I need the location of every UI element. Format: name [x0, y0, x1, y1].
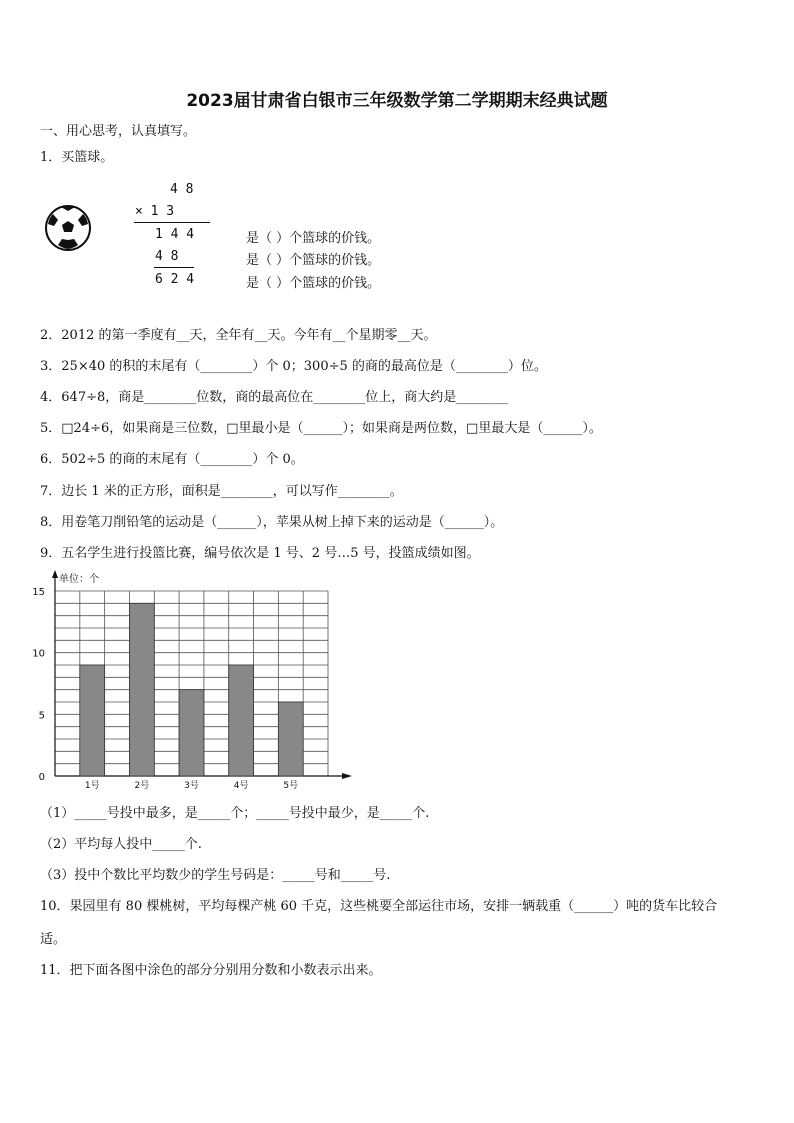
bar-5 [278, 702, 303, 776]
calc-answer-1: 是（ ）个篮球的价钱。 [246, 231, 381, 246]
question-1-label: 1．买篮球。 [40, 150, 114, 165]
y-axis-label: 单位：个 [59, 574, 99, 585]
question-11: 11．把下面各图中涂色的部分分别用分数和小数表示出来。 [40, 963, 382, 978]
x-tick-label: 4号 [233, 781, 249, 791]
y-axis-arrow [52, 570, 58, 578]
question-9-part-1: （1）_____号投中最多，是_____个；_____号投中最少，是_____个. [40, 806, 430, 821]
calc-row-5: 6 2 4 [155, 272, 195, 287]
y-tick-label: 5 [38, 710, 45, 722]
soccer-ball-icon [44, 204, 92, 252]
bar-3 [179, 690, 204, 776]
y-tick-label: 0 [38, 772, 45, 783]
question-2: 2．2012 的第一季度有__天，全年有__天。今年有__个星期零__天。 [40, 328, 437, 343]
question-10-line-2: 适。 [40, 932, 67, 947]
x-axis-arrow [342, 773, 352, 779]
question-9: 9．五名学生进行投篮比赛，编号依次是 1 号、2 号…5 号，投篮成绩如图。 [40, 546, 480, 561]
y-tick-label: 15 [32, 587, 45, 598]
question-6: 6．502÷5 的商的末尾有（________）个 0。 [40, 452, 304, 467]
question-8: 8．用卷笔刀削铅笔的运动是（______），苹果从树上掉下来的运动是（______）。 [40, 515, 504, 530]
question-3: 3．25×40 的积的末尾有（________）个 0；300÷5 的商的最高位是（________）位。 [40, 359, 547, 374]
calc-row-3: 1 4 4 [155, 227, 195, 242]
x-tick-label: 5号 [283, 781, 299, 791]
x-tick-label: 2号 [134, 781, 150, 791]
calc-answer-3: 是（ ）个篮球的价钱。 [246, 276, 381, 291]
calc-answer-2: 是（ ）个篮球的价钱。 [246, 253, 381, 268]
bar-1 [80, 665, 105, 776]
calc-row-1: 4 8 [170, 182, 194, 197]
calc-row-2: × 1 3 [135, 204, 175, 219]
x-tick-label: 3号 [184, 781, 199, 791]
calc-row-4: 4 8 [155, 249, 179, 264]
question-9-part-2: （2）平均每人投中_____个. [40, 837, 202, 852]
question-9-part-3: （3）投中个数比平均数少的学生号码是：_____号和_____号. [40, 868, 391, 883]
section-heading: 一、用心思考，认真填写。 [40, 124, 197, 139]
calc-rule-1 [134, 222, 210, 223]
x-tick-label: 1号 [84, 781, 100, 791]
bar-chart [30, 568, 360, 794]
question-10-line-1: 10．果园里有 80 棵桃树，平均每棵产桃 60 千克，这些桃要全部运往市场，安排一辆载重（______）吨的货车比较合 [40, 899, 718, 914]
question-7: 7．边长 1 米的正方形，面积是________，可以写作________。 [40, 484, 403, 499]
question-5: 5．□24÷6，如果商是三位数，□里最小是（______）；如果商是两位数，□里最大是（______）。 [40, 421, 602, 436]
bar-2 [129, 603, 154, 776]
page-title: 2023届甘肃省白银市三年级数学第二学期期末经典试题 [186, 91, 608, 111]
y-tick-label: 10 [32, 648, 45, 660]
bar-4 [229, 665, 254, 776]
calc-rule-2 [154, 267, 194, 268]
question-4: 4．647÷8，商是________位数，商的最高位在________位上，商大约是________ [40, 390, 509, 405]
